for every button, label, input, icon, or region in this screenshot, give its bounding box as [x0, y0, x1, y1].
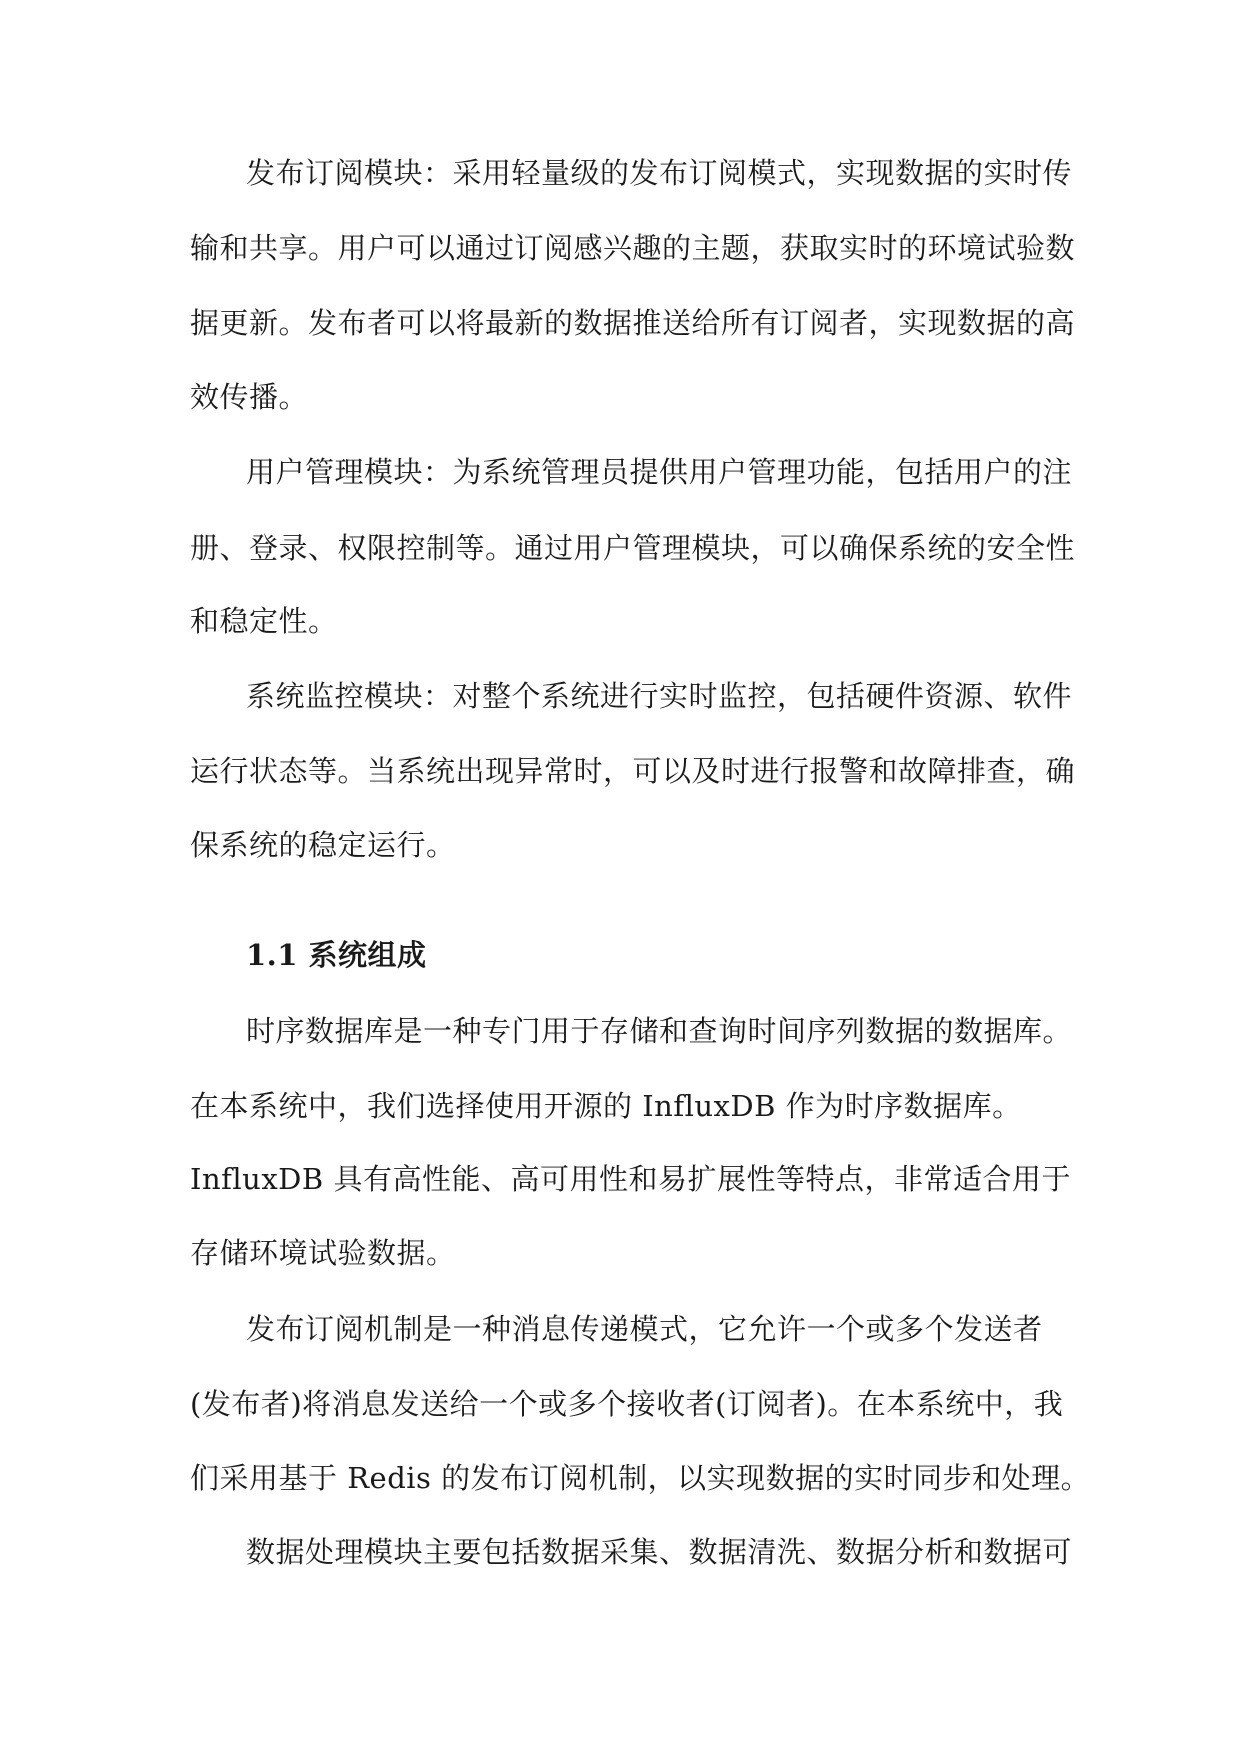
paragraph-line: 保系统的稳定运行。	[190, 828, 456, 862]
paragraph-line: 据更新。发布者可以将最新的数据推送给所有订阅者，实现数据的高	[190, 306, 1076, 340]
paragraph-line: 数据处理模块主要包括数据采集、数据清洗、数据分析和数据可	[246, 1535, 1073, 1569]
paragraph-line: 册、登录、权限控制等。通过用户管理模块，可以确保系统的安全性	[190, 531, 1076, 565]
paragraph-line: 们采用基于 Redis 的发布订阅机制，以实现数据的实时同步和处理。	[190, 1461, 1091, 1495]
paragraph-line: 运行状态等。当系统出现异常时，可以及时进行报警和故障排查，确	[190, 754, 1076, 788]
paragraph-line: 用户管理模块：为系统管理员提供用户管理功能，包括用户的注	[246, 455, 1073, 489]
paragraph-line: 和稳定性。	[190, 604, 338, 638]
section-heading: 1.1 系统组成	[246, 938, 427, 972]
paragraph-line: 发布订阅机制是一种消息传递模式，它允许一个或多个发送者	[246, 1312, 1043, 1346]
paragraph-line: 系统监控模块：对整个系统进行实时监控，包括硬件资源、软件	[246, 679, 1073, 713]
paragraph-line: (发布者)将消息发送给一个或多个接收者(订阅者)。在本系统中，我	[190, 1387, 1064, 1421]
paragraph-line: 在本系统中，我们选择使用开源的 InfluxDB 作为时序数据库。	[190, 1089, 1022, 1123]
paragraph-line: InfluxDB 具有高性能、高可用性和易扩展性等特点，非常适合用于	[190, 1162, 1071, 1196]
paragraph-line: 时序数据库是一种专门用于存储和查询时间序列数据的数据库。	[246, 1014, 1073, 1048]
paragraph-line: 发布订阅模块：采用轻量级的发布订阅模式，实现数据的实时传	[246, 156, 1073, 190]
paragraph-line: 输和共享。用户可以通过订阅感兴趣的主题，获取实时的环境试验数	[190, 231, 1076, 265]
paragraph-line: 存储环境试验数据。	[190, 1236, 456, 1270]
paragraph-line: 效传播。	[190, 380, 309, 414]
